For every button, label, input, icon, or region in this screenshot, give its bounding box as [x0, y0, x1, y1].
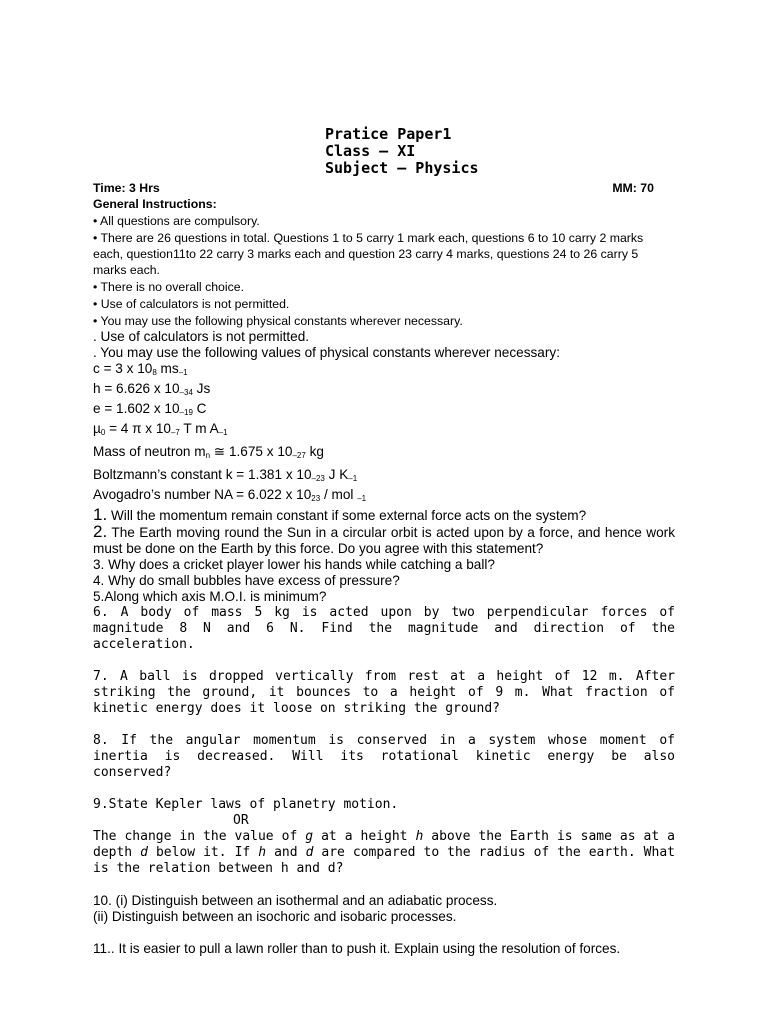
instruction-item: • You may use the following physical constants wherever necessary.: [93, 314, 463, 328]
question-1: 1. Will the momentum remain constant if some external force acts on the system?: [93, 505, 587, 524]
question-9: 9.State Kepler laws of planetry motion.: [93, 797, 399, 812]
question-3: 3. Why does a cricket player lower his hands while catching a ball?: [93, 557, 495, 572]
question-7: 7. A ball is dropped vertically from rest at a height of 12 m. After striking the ground, it bounces to a height of 9 m. What fraction of kinetic energy does it loose on striking the ground?: [93, 669, 675, 716]
constant-c: c = 3 x $10_8$ $ms_{-1}$: [93, 361, 188, 377]
instruction-item: • Use of calculators is not permitted.: [93, 297, 290, 311]
constant-neutron-mass: Mass of neutron $m_n$ ≅ 1.675 x $10_{-27}$ kg: [93, 444, 324, 460]
constant-h: h = 6.626 x $10_{-34}$ Js: [93, 381, 211, 397]
question-9-alternative: The change in the value of g at a height h above the Earth is same as at a depth d below it. If h and d are compared to the radius of the earth. What is the relation between h and d?: [93, 829, 675, 876]
time-label: Time: 3 Hrs: [93, 181, 160, 195]
constant-avogadro: Avogadro’s number NA = 6.022 x $10_{23}$ / mol $_{-1}$: [93, 487, 367, 503]
question-10-part-i: 10. (i) Distinguish between an isothermal and an adiabatic process.: [93, 893, 498, 908]
paper-class: Class – XI: [325, 142, 416, 160]
instructions-repeat: [93, 329, 675, 361]
paper-subject: Subject – Physics: [325, 159, 479, 177]
question-6: 6. A body of mass 5 kg is acted upon by two perpendicular forces of magnitude 8 N and 6 N. Find the magnitude and direction of the acceleration.: [93, 605, 675, 652]
question-9-or: OR: [233, 813, 249, 828]
instruction-repeat-line: . Use of calculators is not permitted.: [93, 329, 310, 344]
question-5: 5.Along which axis M.O.I. is minimum?: [93, 589, 327, 604]
question-2: 2. The Earth moving round the Sun in a circular orbit is acted upon by a force, and hence work must be done on the Earth by this force. Do you agree with this statement?: [93, 522, 675, 556]
question-10-part-ii: (ii) Distinguish between an isochoric and isobaric processes.: [93, 909, 457, 924]
instructions-heading: General Instructions:: [93, 197, 217, 211]
general-instructions: [93, 196, 675, 329]
question-4: 4. Why do small bubbles have excess of pressure?: [93, 573, 400, 588]
constant-e: e = 1.602 x $10_{-19}$ C: [93, 401, 207, 417]
question-10: [93, 893, 675, 925]
time-marks-row: [93, 180, 675, 196]
instruction-repeat-line: . You may use the following values of physical constants wherever necessary:: [93, 345, 560, 360]
max-marks-label: MM: 70: [612, 181, 654, 195]
instruction-item: • All questions are compulsory.: [93, 214, 260, 228]
instruction-item: • There are 26 questions in total. Questions 1 to 5 carry 1 mark each, questions 6 to 10 carry 2 marks each, question11to 22 carry 3 marks each and question 23 carry 4 marks, questions 24 to 26 carry 5 marks each.: [93, 231, 644, 277]
question-paper: [93, 126, 675, 957]
constant-mu: µ$_0$ = 4 π x $10_{-7}$ T m $A_{-1}$: [93, 421, 228, 437]
question-11: 11.. It is easier to pull a lawn roller than to push it. Explain using the resolution of forces.: [93, 941, 621, 956]
instruction-item: • There is no overall choice.: [93, 280, 245, 294]
paper-title: Pratice Paper1: [325, 125, 452, 143]
question-8: 8. If the angular momentum is conserved in a system whose moment of inertia is decreased. Will its rotational kinetic energy be also conserved?: [93, 733, 675, 780]
physical-constants: [93, 361, 675, 507]
paper-header: [93, 126, 675, 177]
constant-boltzmann: Boltzmann’s constant k = 1.381 x $10_{-23}$ J $K_{-1}$: [93, 467, 358, 483]
questions-short: [93, 507, 675, 605]
